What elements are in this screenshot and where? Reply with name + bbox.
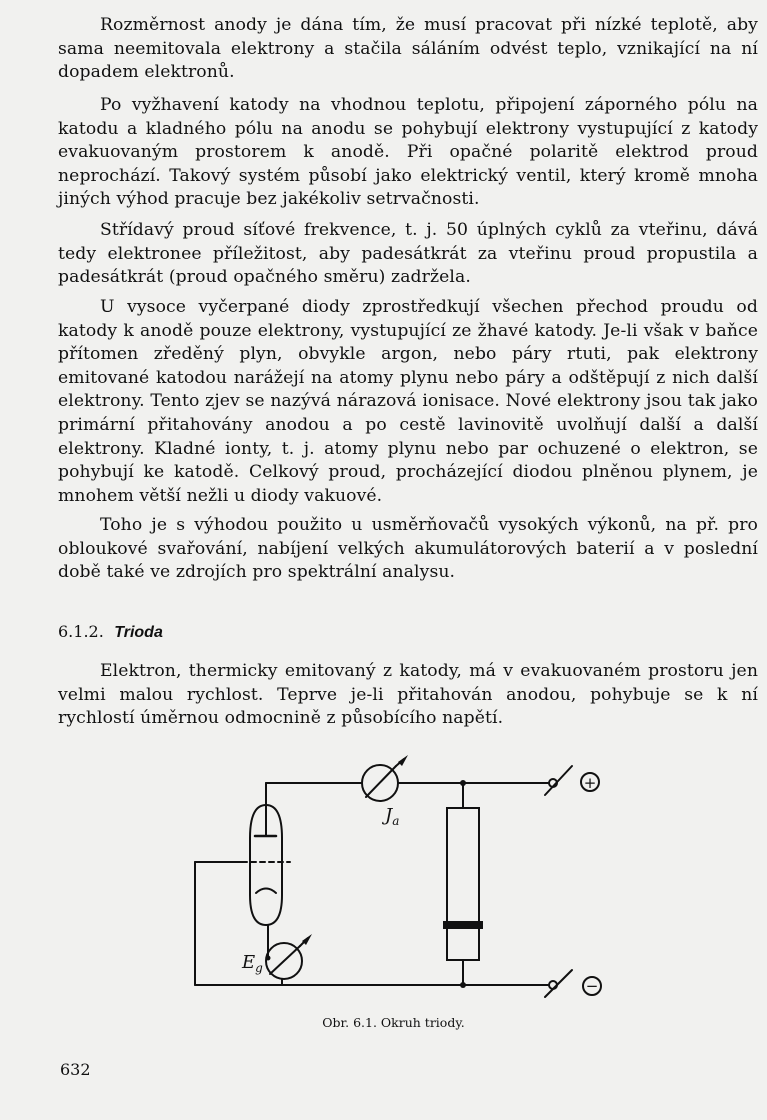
paragraph-text: Střídavý proud síťové frekvence, t. j. 50 úplných cyklů za vteřinu, dává tedy elektronee příležitost, aby padesátkrát za vteřinu proud propustila a padesátkrát (proud opačného směru) zadržela. — [58, 220, 758, 288]
paragraph-text: Elektron, thermicky emitovaný z katody, má v evakuovaném prostoru jen velmi malou rychlost. Teprve je-li přitahován anodou, pohybuje se k ní rychlostí úměrnou odmocnině z působícího napětí. — [58, 661, 758, 729]
triode-cathode — [256, 889, 276, 894]
terminal-plus-label: + — [583, 774, 597, 792]
section-title: Trioda — [114, 624, 163, 641]
junction-cathode — [266, 956, 271, 961]
junction-top — [460, 780, 466, 786]
potentiometer-icon — [447, 808, 479, 960]
ammeter-needle — [366, 766, 396, 797]
potentiometer-slider — [443, 921, 483, 929]
ammeter-arrowhead — [398, 755, 408, 766]
paragraph-text: Rozměrnost anody je dána tím, že musí pracovat při nízké teplotě, aby sama neemitovala elektrony a stačila sáláním odvést teplo, vznikající na ní dopadem elektronů. — [58, 15, 758, 83]
grid-source-needle — [270, 946, 300, 974]
terminal-minus-label: − — [585, 977, 599, 995]
paragraph-text: Po vyžhavení katody na vhodnou teplotu, připojení záporného pólu na katodu a kladného pólu na anodu se pohybují elektrony vystupující z katody evakuovaným prostorem k anodě. Při opačné polaritě elektrod proud neprochází. Takový systém působí jako elektrický ventil, který kromě mnoha jiných výhod pracuje bez jakékoliv setrvačnosti. — [58, 95, 758, 210]
junction-bottom — [460, 982, 466, 988]
label-current: $J_a$ — [385, 805, 400, 828]
page-number: 632 — [60, 1060, 91, 1079]
paragraph-text: U vysoce vyčerpané diody zprostředkují všechen přechod proudu od katody k anodě pouze elektrony, vystupující ze žhavé katody. Je-li však v baňce přítomen zředěný plyn, obvykle argon, nebo páry rtuti, pak elektrony emitované katodou narážejí na atomy plynu nebo páry a odštěpují z nich další elektrony. Tento zjev se nazývá nárazová ionisace. Nové elektrony jsou tak jako primární přitahovány anodou a po cestě lavinovitě uvolňují další a další elektrony. Kladné ionty, t. j. atomy plynu nebo par ochuzené o elektron, se pohybují ke katodě. Celkový proud, procházející diodou plněnou plynem, je mnohem větší nežli u diody vakuové. — [58, 297, 758, 506]
paragraph-text: Toho je s výhodou použito u usměrňovačů vysokých výkonů, na př. pro obloukové svařování, nabíjení velkých akumulátorových baterií a v poslední době také ve zdrojích pro spektrální analysu. — [58, 515, 758, 583]
label-source: $E_g$ — [242, 952, 263, 975]
figure-caption: Obr. 6.1. Okruh triody. — [322, 1015, 465, 1030]
section-number: 6.1.2. — [58, 622, 104, 641]
